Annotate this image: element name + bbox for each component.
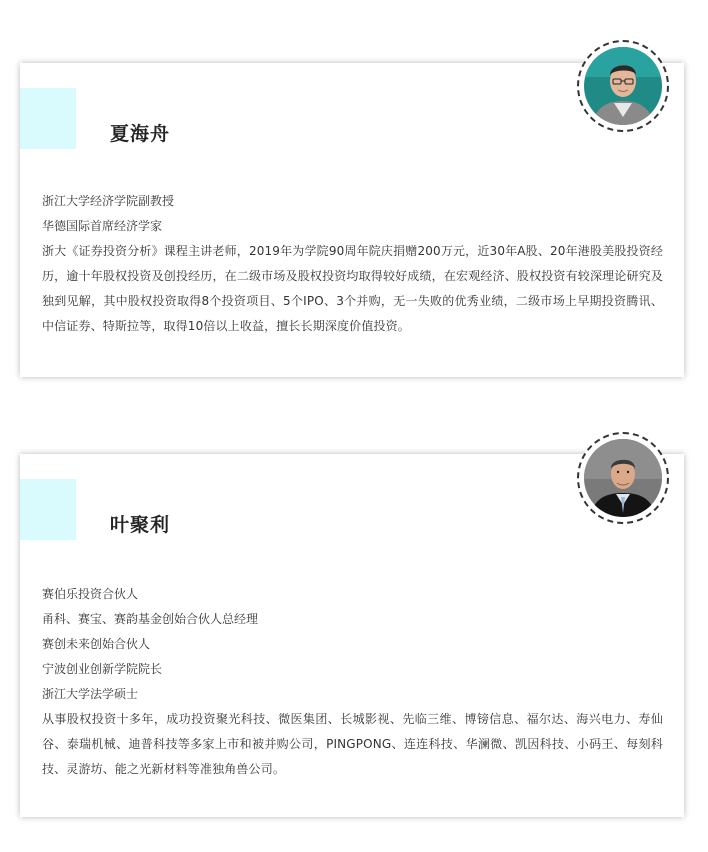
bio-paragraph: 浙大《证券投资分析》课程主讲老师，2019年为学院90周年院庆捐赠200万元，近30年A股、20年港股美股投资经历，逾十年股权投资及创投经历，在二级市场及股权投资均取得较好成绩，在宏观经济、股权投资有较深理论研究及独到见解，其中股权投资取得8个投资项目、5个IPO、3个并购，无一失败的优秀业绩，二级市场上早期投资腾讯、中信证券、特斯拉等，取得10倍以上收益，擅长长期深度价值投资。 (42, 244, 663, 333)
bio (42, 189, 663, 339)
bio-line: 赛创未来创始合伙人 (42, 637, 151, 651)
bio-line: 赛伯乐投资合伙人 (42, 587, 139, 601)
bio-line: 甬科、赛宝、赛韵基金创始合伙人总经理 (42, 612, 259, 626)
bio-line: 宁波创业创新学院院长 (42, 662, 163, 676)
person-name: 叶聚利 (110, 514, 171, 536)
accent-block (20, 88, 76, 149)
bio-line: 浙江大学法学硕士 (42, 687, 139, 701)
bio-paragraph: 从事股权投资十多年，成功投资聚光科技、微医集团、长城影视、先临三维、博镑信息、福尔达、海兴电力、寿仙谷、泰瑞机械、迪普科技等多家上市和被并购公司，PINGPONG、连连科技、华澜微、凯因科技、小码王、每刻科技、灵游坊、能之光新材料等准独角兽公司。 (42, 712, 663, 776)
portrait-photo (584, 47, 662, 125)
avatar (577, 40, 669, 132)
bio-line: 华德国际首席经济学家 (42, 219, 163, 233)
bio (42, 582, 663, 782)
person-name: 夏海舟 (110, 123, 171, 145)
bio-line: 浙江大学经济学院副教授 (42, 194, 175, 208)
avatar (577, 432, 669, 524)
portrait-photo (584, 439, 662, 517)
accent-block (20, 479, 76, 540)
